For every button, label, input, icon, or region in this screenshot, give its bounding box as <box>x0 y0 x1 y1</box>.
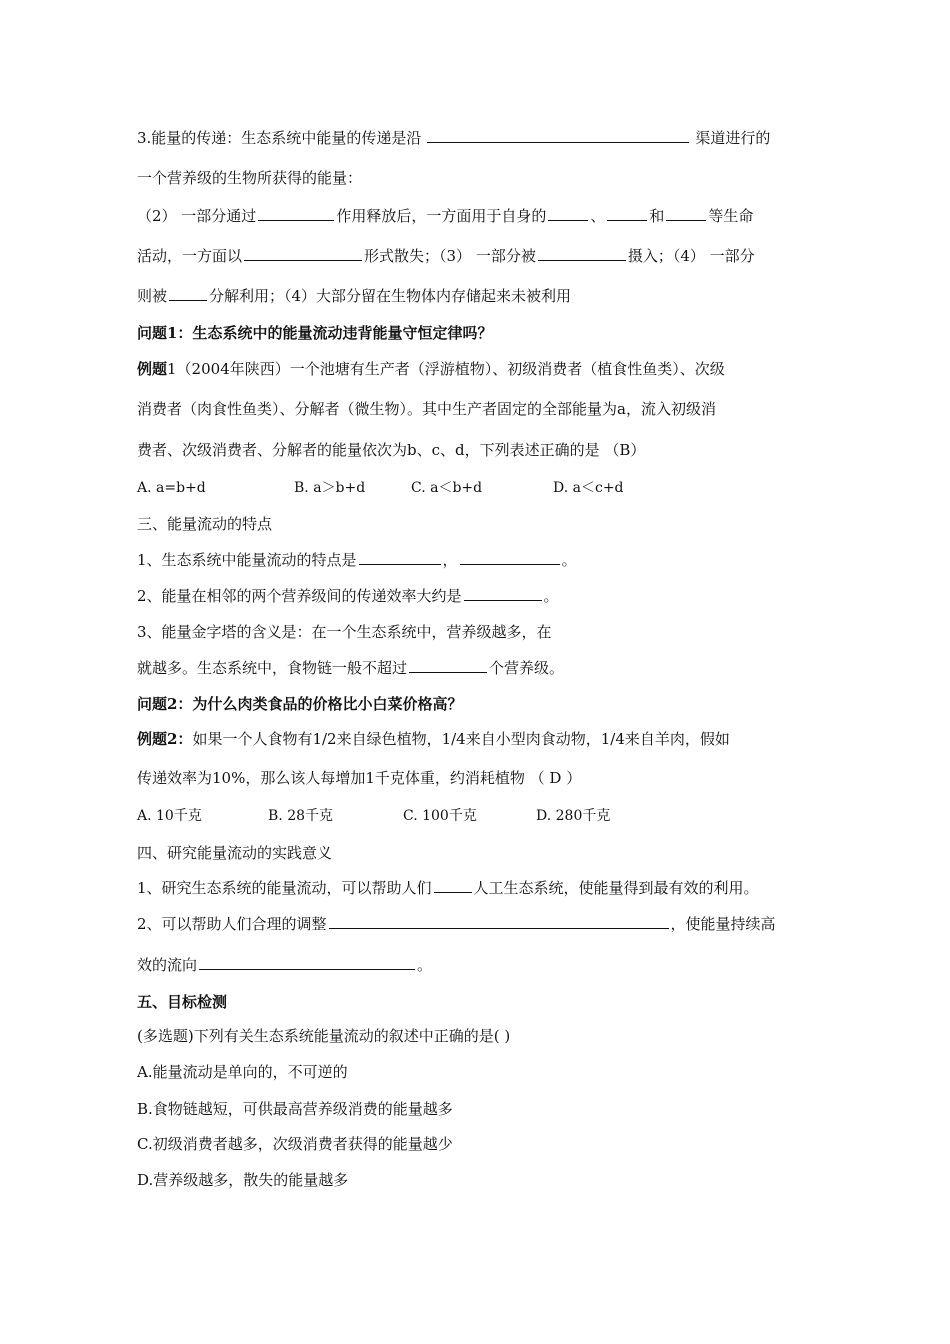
text: B.食物链越短，可供最高营养级消费的能量越多 <box>137 1100 453 1118</box>
text: 消费者（肉食性鱼类）、分解者（微生物）。其中生产者固定的全部能量为a，流入初级消 <box>137 400 716 418</box>
option-c: C. 100千克 <box>403 808 477 824</box>
text: 三、能量流动的特点 <box>137 515 273 533</box>
text: 人工生态系统，使能量得到最有效的利用。 <box>473 879 759 897</box>
blank <box>244 246 362 261</box>
text: 2、可以帮助人们合理的调整 <box>137 915 327 933</box>
text: 1（2004年陕西）一个池塘有生产者（浮游植物）、初级消费者（植食性鱼类）、次级 <box>167 360 725 378</box>
text: 四、研究能量流动的实践意义 <box>137 844 333 862</box>
blank <box>359 550 441 565</box>
section-3-title <box>137 514 272 534</box>
text: 五、目标检测 <box>137 993 228 1011</box>
text: C.初级消费者越多，次级消费者获得的能量越少 <box>137 1135 453 1153</box>
example-2-options <box>137 806 610 826</box>
text: 如果一个人食物有1/2来自绿色植物，1/4来自小型肉食动物，1/4来自羊肉，假如 <box>192 730 730 748</box>
energy-item-2-line <box>137 206 753 226</box>
blank <box>464 586 542 601</box>
energy-intro-line <box>137 168 362 188</box>
text: 则被 <box>137 287 168 305</box>
text: 1、生态系统中能量流动的特点是 <box>137 551 357 569</box>
text: ， <box>442 551 458 569</box>
text: 和 <box>649 207 665 225</box>
text: 。 <box>561 551 577 569</box>
text: 一个营养级的生物所获得的能量： <box>137 169 363 187</box>
example-1-line-3 <box>137 440 645 460</box>
section-5-title <box>137 992 227 1012</box>
option-a: A. a=b+d <box>137 480 206 496</box>
text: 渠道进行的 <box>695 129 771 147</box>
mc-option-d <box>137 1170 348 1190</box>
blank <box>434 878 472 893</box>
option-b: B. 28千克 <box>268 808 334 824</box>
section-4-item-2-cont <box>137 955 432 975</box>
text: 就越多。生态系统中，食物链一般不超过 <box>137 659 408 677</box>
text: 。 <box>417 956 433 974</box>
text: (多选题)下列有关生态系统能量流动的叙述中正确的是( ) <box>137 1027 511 1045</box>
example-2-line-2 <box>137 768 581 788</box>
text: 形式散失；（3） 一部分被 <box>364 247 536 265</box>
blank <box>409 658 487 673</box>
blank <box>460 550 560 565</box>
example-1-line-2 <box>137 399 716 419</box>
text: 等生命 <box>708 207 754 225</box>
question-2 <box>137 694 462 714</box>
energy-transfer-line <box>137 128 770 148</box>
mc-option-a <box>137 1062 348 1082</box>
mc-option-b <box>137 1099 453 1119</box>
blank <box>258 206 334 221</box>
text: D.营养级越多，散失的能量越多 <box>137 1171 349 1189</box>
text: 。 <box>543 587 559 605</box>
blank <box>427 128 689 143</box>
option-b: B. a＞b+d <box>294 480 366 496</box>
text: 个营养级。 <box>489 659 565 677</box>
example-label: 例题 <box>137 360 168 378</box>
option-a: A. 10千克 <box>137 808 202 824</box>
text: 摄入；（4） 一部分 <box>627 247 755 265</box>
blank <box>607 206 647 221</box>
mc-option-c <box>137 1134 453 1154</box>
text: A.能量流动是单向的，不可逆的 <box>137 1063 348 1081</box>
text: 问题2：为什么肉类食品的价格比小白菜价格高？ <box>137 695 463 713</box>
blank <box>169 286 207 301</box>
text: 费者、次级消费者、分解者的能量依次为b、c、d，下列表述正确的是 （B） <box>137 441 646 459</box>
blank <box>199 955 415 970</box>
blank <box>548 206 588 221</box>
energy-item-3-line <box>137 246 755 266</box>
text: 、 <box>590 207 606 225</box>
text: （2） 一部分通过 <box>137 207 257 225</box>
text: ，使能量持续高 <box>670 915 776 933</box>
text: 3、能量金字塔的含义是：在一个生态系统中，营养级越多，在 <box>137 623 552 641</box>
blank <box>329 914 669 929</box>
text: 效的流向 <box>137 956 198 974</box>
text: 作用释放后，一方面用于自身的 <box>336 207 547 225</box>
blank <box>666 206 706 221</box>
option-d: D. 280千克 <box>536 808 611 824</box>
section-3-item-2 <box>137 586 559 606</box>
example-1-options <box>137 478 624 498</box>
text: 传递效率为10%，那么该人每增加1千克体重，约消耗植物 （ D ） <box>137 769 582 787</box>
section-4-item-1 <box>137 878 759 898</box>
example-1-line-1 <box>137 359 725 379</box>
mc-question <box>137 1026 510 1046</box>
section-4-title <box>137 843 332 863</box>
text: 活动，一方面以 <box>137 247 243 265</box>
example-label: 例题2： <box>137 730 193 748</box>
section-3-item-3 <box>137 622 552 642</box>
option-c: C. a＜b+d <box>411 480 483 496</box>
text: 1、研究生态系统的能量流动，可以帮助人们 <box>137 879 432 897</box>
text: 问题1：生态系统中的能量流动违背能量守恒定律吗？ <box>137 324 493 342</box>
blank <box>538 246 626 261</box>
example-2-line-1 <box>137 729 730 749</box>
question-1 <box>137 323 492 343</box>
section-3-item-1 <box>137 550 577 570</box>
text: 2、能量在相邻的两个营养级间的传递效率大约是 <box>137 587 462 605</box>
energy-item-4-line <box>137 286 571 306</box>
section-3-item-3-cont <box>137 658 564 678</box>
text: 分解利用；（4）大部分留在生物体内存储起来未被利用 <box>209 287 572 305</box>
section-4-item-2 <box>137 914 776 934</box>
option-d: D. a＜c+d <box>553 480 624 496</box>
text: 3.能量的传递：生态系统中能量的传递是沿 <box>137 129 422 147</box>
